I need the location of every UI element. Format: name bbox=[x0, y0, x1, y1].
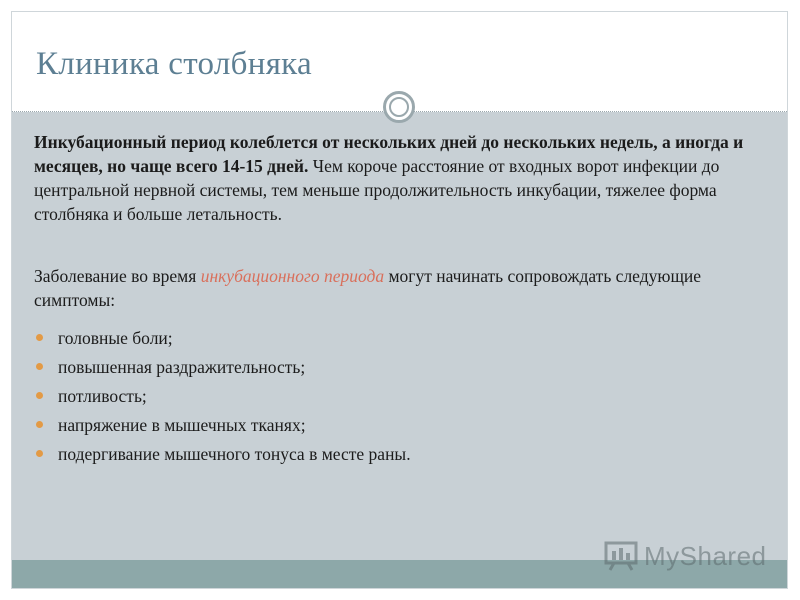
presentation-board-icon bbox=[604, 541, 638, 571]
symptom-text: подергивание мышечного тонуса в месте раны. bbox=[58, 444, 411, 464]
slide-content bbox=[34, 130, 754, 471]
ring-ornament-icon bbox=[383, 91, 415, 123]
bullet-dot-icon bbox=[36, 334, 43, 341]
bullet-dot-icon bbox=[36, 450, 43, 457]
symptom-text: головные боли; bbox=[58, 328, 173, 348]
symptoms-intro-paragraph bbox=[34, 264, 754, 312]
slide bbox=[12, 12, 787, 588]
list-item bbox=[34, 355, 754, 379]
list-item bbox=[34, 384, 754, 408]
slide-title: Клиника столбняка bbox=[36, 46, 312, 82]
bullet-dot-icon bbox=[36, 392, 43, 399]
symptoms-intro-after: могут начинать сопровождать следующие симптомы: bbox=[34, 266, 702, 310]
symptom-text: повышенная раздражительность; bbox=[58, 357, 306, 377]
symptom-text: напряжение в мышечных тканях; bbox=[58, 415, 306, 435]
incubation-paragraph bbox=[34, 130, 754, 226]
watermark-text: MyShared bbox=[644, 540, 767, 571]
list-item bbox=[34, 326, 754, 350]
bullet-dot-icon bbox=[36, 363, 43, 370]
incubation-bold-text: Инкубационный период колеблется от нескольких дней до нескольких недель, а иногда и месяцев, но чаще всего 14-15 дней. bbox=[34, 132, 744, 176]
watermark-logo bbox=[604, 536, 774, 576]
incubation-rest-text: Чем короче расстояние от входных ворот инфекции до центральной нервной системы, тем меньше продолжительность инкубации, тяжелее форма столбняка и больше летальность. bbox=[34, 156, 720, 224]
incubation-period-link-text: инкубационного периода bbox=[200, 266, 385, 286]
list-item bbox=[34, 413, 754, 437]
symptoms-list bbox=[34, 326, 754, 466]
bullet-dot-icon bbox=[36, 421, 43, 428]
symptoms-intro-before: Заболевание во время bbox=[34, 266, 201, 286]
symptom-text: потливость; bbox=[58, 386, 147, 406]
list-item bbox=[34, 442, 754, 466]
